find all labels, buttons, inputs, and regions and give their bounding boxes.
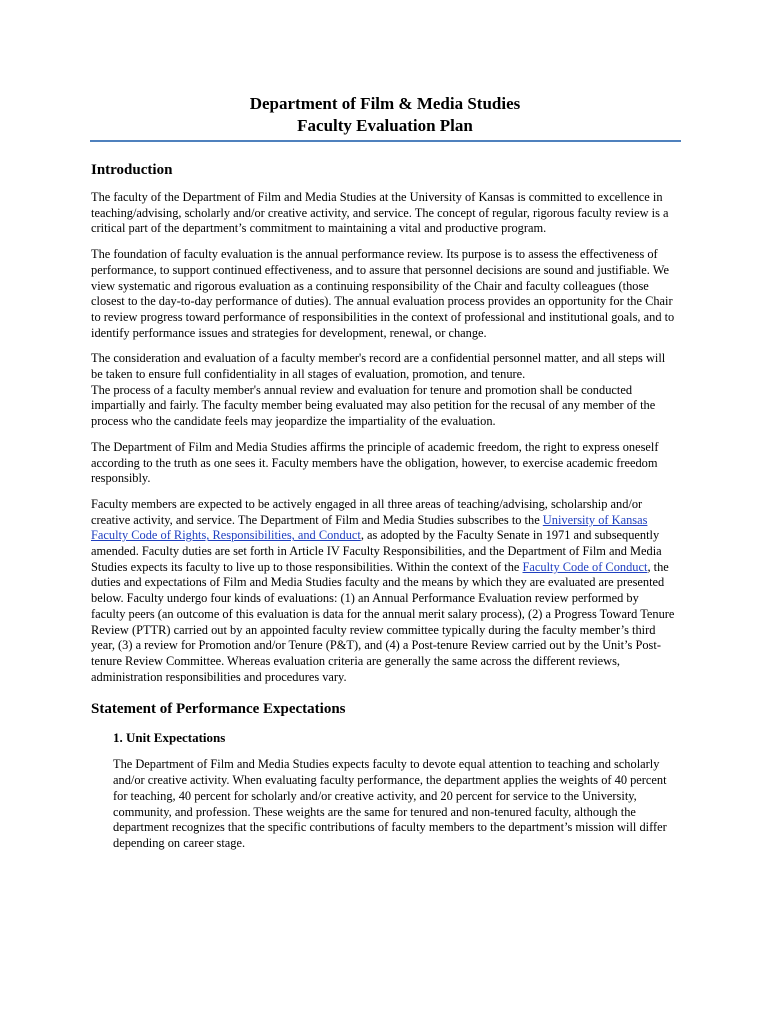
intro-paragraph-foundation: The foundation of faculty evaluation is the annual performance review. Its purpose is to assess the effectiveness of performance, to support continued effectiveness, and to assure that personnel decisions are sound and justifiable. We view systematic and rigorous evaluation as a continuing responsibility of the Chair and faculty colleagues (those closest to the day-to-day performance of duties). The annual evaluation process provides an opportunity for the Chair to review progress toward performance of responsibilities in the context of professional and institutional goals, and to identify performance issues and strategies for development, renewal, or change. [91, 247, 675, 340]
intro-paragraph-duties [91, 497, 676, 685]
title-divider [90, 140, 681, 142]
title-line-plan: Faculty Evaluation Plan [297, 116, 473, 135]
intro-paragraph-commitment: The faculty of the Department of Film and Media Studies at the University of Kansas is committed to excellence in teaching/advising, scholarly and/or creative activity, and service. The concept of regular, rigorous faculty review is a critical part of the department’s commitment to maintaining a vital and productive program. [91, 190, 669, 236]
intro-paragraph-confidentiality [91, 351, 676, 430]
faculty-code-rights-link[interactable]: University of Kansas Faculty Code of Rights, Responsibilities, and Conduct [91, 512, 648, 543]
duties-text-3: , the duties and expectations of Film and Media Studies faculty and the means by which they are evaluated are presented below. Faculty undergo four kinds of evaluations: (1) an Annual Performance Evaluation review performed by faculty peers (an outcome of this evaluation is data for the annual merit salary process), (2) a Progress Toward Tenure Review (PTTR) carried out by an appointed faculty review committee typically during the faculty member’s third year, (3) a review for Promotion and/or Tenure (P&T), and (4) a Post-tenure Review carried out by the Unit’s Post-tenure Review Committee. Whereas evaluation criteria are generally the same across the different reviews, administration responsibilities and procedures vary. [91, 559, 675, 684]
title-line-department: Department of Film & Media Studies [249, 94, 521, 113]
impartiality-text: The process of a faculty member's annual review and evaluation for tenure and promotion shall be conducted impartially and fairly. The faculty member being evaluated may also petition for the recusal of any member of the process who the candidate feels may jeopardize the impartiality of the evaluation. [91, 382, 656, 429]
introduction-heading: Introduction [91, 162, 173, 178]
confidentiality-text: The consideration and evaluation of a faculty member's record are a confidential personnel matter, and all steps will be taken to ensure full confidentiality in all stages of evaluation, promotion, and tenure. [91, 351, 666, 382]
duties-text-1: Faculty members are expected to be actively engaged in all three areas of teaching/advising, scholarship and/or creative activity, and service. The Department of Film and Media Studies subscribes to the [91, 496, 643, 527]
unit-expectations-paragraph: The Department of Film and Media Studies expects faculty to devote equal attention to teaching and scholarly and/or creative activity. When evaluating faculty performance, the department applies the weights of 40 percent for teaching, 40 percent for scholarly and/or creative activity, and 20 percent for service to the University, community, and profession. These weights are the same for tenured and non-tenured faculty, although the department recognizes that the specific contributions of faculty members to the department’s mission will differ depending on career stage. [113, 757, 667, 850]
document-title [90, 93, 680, 137]
faculty-code-conduct-link[interactable]: Faculty Code of Conduct [522, 559, 648, 574]
duties-text-2: , as adopted by the Faculty Senate in 1971 and subsequently amended. Faculty duties are set forth in Article IV Faculty Responsibilities, and the Department of Film and Media Studies expects its faculty to live up to those responsibilities. Within the context of the [91, 528, 662, 574]
unit-expectations-heading: 1. Unit Expectations [113, 730, 226, 746]
document-body [91, 160, 676, 862]
performance-expectations-heading: Statement of Performance Expectations [91, 701, 346, 718]
unit-expectations-section [113, 729, 676, 851]
intro-paragraph-academic-freedom: The Department of Film and Media Studies affirms the principle of academic freedom, the right to express oneself according to the truth as one sees it. Faculty members have the obligation, however, to exercise academic freedom responsibly. [91, 439, 659, 486]
